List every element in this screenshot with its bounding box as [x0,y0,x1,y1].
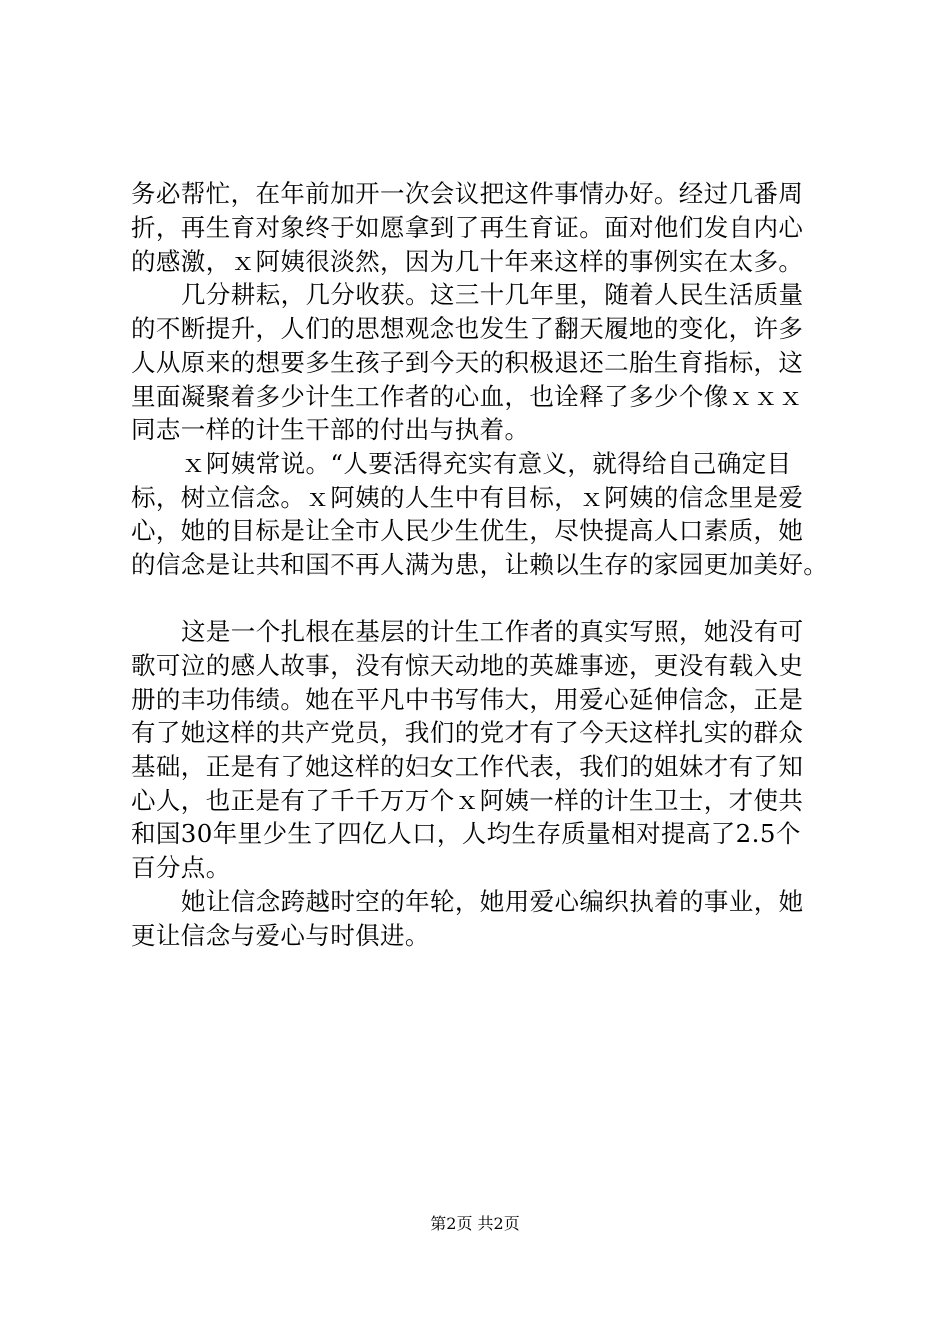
paragraph-3-line-2: 标，树立信念。ｘ阿姨的人生中有目标，ｘ阿姨的信念里是爱 [131,483,804,512]
paragraph-4-line-8: 百分点。 [131,853,231,882]
paragraph-3-line-1: ｘ阿姨常说。“人要活得充实有意义，就得给自己确定目 [181,449,792,478]
paragraph-1-line-1: 务必帮忙，在年前加开一次会议把这件事情办好。经过几番周 [131,179,804,208]
paragraph-2-line-1: 几分耕耘，几分收获。这三十几年里，随着人民生活质量 [181,280,804,309]
paragraph-4-line-1: 这是一个扎根在基层的计生工作者的真实写照，她没有可 [181,617,804,646]
paragraph-4-line-7: 和国30年里少生了四亿人口，人均生存质量相对提高了2.5个 [131,819,801,848]
paragraph-3-line-3: 心，她的目标是让全市人民少生优生，尽快提高人口素质，她 [131,516,804,545]
paragraph-4-line-5: 基础，正是有了她这样的妇女工作代表，我们的姐妹才有了知 [131,752,804,781]
paragraph-1-line-3: 的感激，ｘ阿姨很淡然，因为几十年来这样的事例实在太多。 [131,247,804,276]
paragraph-1-line-2: 折，再生育对象终于如愿拿到了再生育证。面对他们发自内心 [131,213,804,242]
paragraph-4-line-2: 歌可泣的感人故事，没有惊天动地的英雄事迹，更没有载入史 [131,651,804,680]
paragraph-2-line-4: 里面凝聚着多少计生工作者的心血，也诠释了多少个像ｘｘｘ [131,382,804,411]
paragraph-2-line-2: 的不断提升，人们的思想观念也发生了翻天履地的变化，许多 [131,314,804,343]
paragraph-2-line-5: 同志一样的计生干部的付出与执着。 [131,415,530,444]
paragraph-4-line-4: 有了她这样的共产党员，我们的党才有了今天这样扎实的群众 [131,718,804,747]
page-number-footer: 第2页 共2页 [430,1214,520,1233]
paragraph-5-line-2: 更让信念与爱心与时俱进。 [131,921,430,950]
paragraph-2-line-3: 人从原来的想要多生孩子到今天的积极退还二胎生育指标，这 [131,348,804,377]
paragraph-5-line-1: 她让信念跨越时空的年轮，她用爱心编织执着的事业，她 [181,887,804,916]
paragraph-4-line-6: 心人，也正是有了千千万万个ｘ阿姨一样的计生卫士，才使共 [131,786,804,815]
paragraph-3-line-4: 的信念是让共和国不再人满为患，让赖以生存的家园更加美好。 [131,550,829,579]
paragraph-4-line-3: 册的丰功伟绩。她在平凡中书写伟大，用爱心延伸信念，正是 [131,685,804,714]
